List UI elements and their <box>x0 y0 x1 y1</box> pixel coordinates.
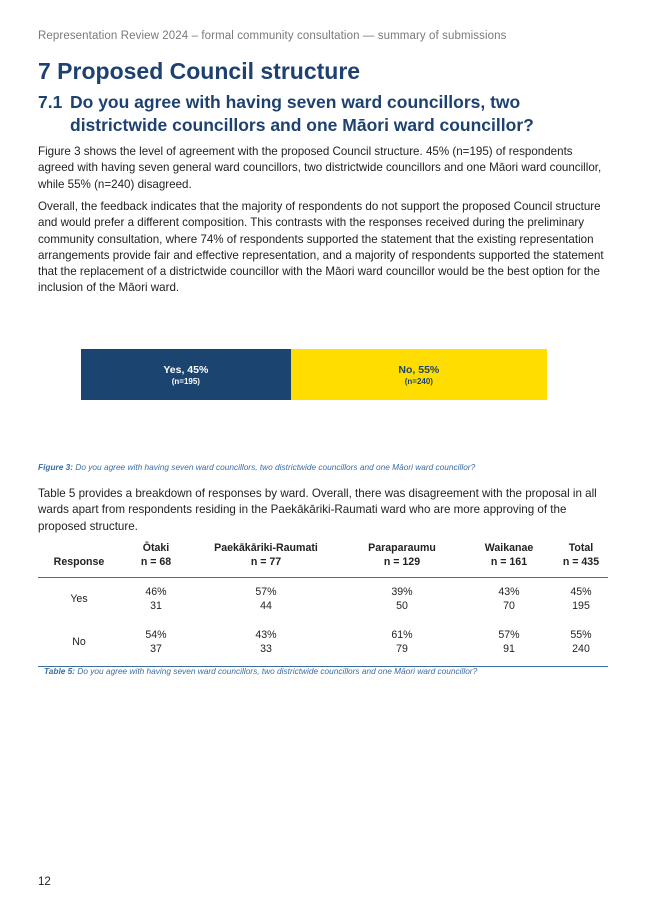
table-cell: 55% 240 <box>554 621 608 667</box>
bar-segment-yes <box>81 349 291 400</box>
paragraph-table-intro: Table 5 provides a breakdown of responses by ward. Overall, there was disagreement with the proposal in all wards apart from respondents residing in the Paekākāriki-Raumati ward who are more approving of the proposed structure. <box>38 487 597 533</box>
header-paraparaumu: Paraparaumu n = 129 <box>340 539 464 578</box>
header-total: Total n = 435 <box>554 539 608 578</box>
subsection-number: 7.1 <box>38 92 63 112</box>
subsection-title: Do you agree with having seven ward councillors, two districtwide councillors and one Māori ward councillor? <box>70 92 534 135</box>
row-label-no: No <box>38 621 120 667</box>
table-row <box>38 621 608 667</box>
table-cell: 45% 195 <box>570 586 592 612</box>
header-paekakariki-raumati: Paekākāriki-Raumati n = 77 <box>192 539 340 578</box>
section-title: 7 Proposed Council structure <box>38 58 361 84</box>
figure-caption-label: Figure 3: <box>38 462 74 472</box>
table-caption-label: Table 5: <box>44 666 76 676</box>
results-table <box>38 539 608 667</box>
table-cell: 43% 70 <box>498 586 520 612</box>
table-cell: 46% 31 <box>145 586 167 612</box>
table-caption <box>44 666 477 676</box>
row-label-yes: Yes <box>70 592 88 605</box>
bar-sublabel-no: (n=240) <box>404 376 433 386</box>
header-waikanae: Waikanae n = 161 <box>464 539 554 578</box>
table-cell: 61% 79 <box>340 621 464 667</box>
paragraph-intro: Figure 3 shows the level of agreement with the proposed Council structure. 45% (n=195) of respondents agreed with having seven general ward councillors, two districtwide councillors and one Māori ward councillor, while 55% (n=240) disagreed. <box>38 145 602 191</box>
header-response: Response <box>38 539 120 578</box>
running-header: Representation Review 2024 – formal community consultation — summary of submissions <box>38 30 507 42</box>
header-otaki: Ōtaki n = 68 <box>120 539 192 578</box>
figure-caption <box>38 462 475 472</box>
bar-sublabel-yes: (n=195) <box>171 376 200 386</box>
table-cell: 39% 50 <box>391 586 413 612</box>
bar-label-no: No, 55% <box>398 363 440 376</box>
table-header-row <box>38 539 608 578</box>
stacked-bar-chart <box>81 349 547 400</box>
page-number: 12 <box>38 876 51 888</box>
subsection-heading <box>38 91 618 137</box>
table-caption-text: Do you agree with having seven ward councillors, two districtwide councillors and one Māori ward councillor? <box>77 666 478 676</box>
table-cell: 57% 44 <box>255 586 277 612</box>
paragraph-overall: Overall, the feedback indicates that the majority of respondents do not support the proposed Council structure and would prefer a different composition. This contrasts with the responses received during the preliminary community consultation, where 74% of respondents supported the statement that the existing representation arrangements provide fair and effective representation, and a majority of respondents supported the statement that the replacement of a districtwide councillor with the Māori ward councillor would be the best option for the inclusion of the Māori ward. <box>38 200 604 295</box>
bar-label-yes: Yes, 45% <box>163 363 209 376</box>
figure-caption-text: Do you agree with having seven ward councillors, two districtwide councillors and one Māori ward councillor? <box>75 462 476 472</box>
table-row <box>38 578 608 622</box>
table-cell: 54% 37 <box>120 621 192 667</box>
bar-segment-no <box>291 349 547 400</box>
table-cell: 57% 91 <box>464 621 554 667</box>
table-cell: 43% 33 <box>192 621 340 667</box>
